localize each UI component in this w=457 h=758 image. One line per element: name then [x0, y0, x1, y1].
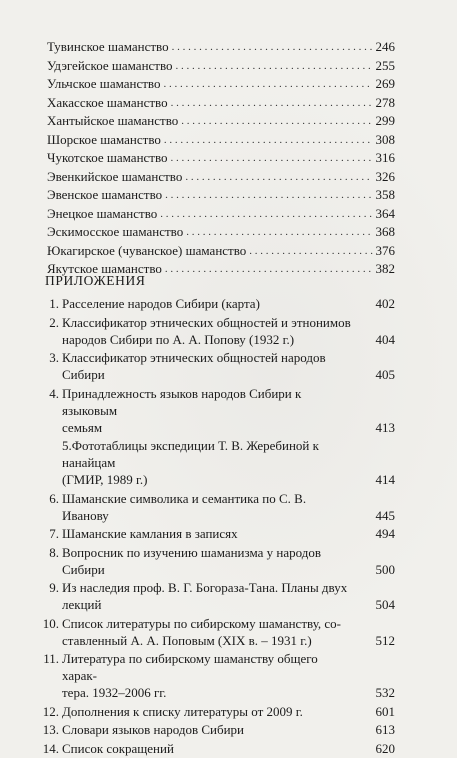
toc-entry: [47, 242, 395, 261]
appendix-item-line: Шаманские символика и семантика по С. В. Иванову: [62, 490, 307, 523]
appendix-item: [28, 615, 395, 649]
appendix-item: [28, 703, 395, 720]
toc-entry-title: Тувинское шаманство: [47, 39, 169, 54]
toc-entry-title: Удэгейское шаманство: [47, 57, 173, 73]
toc-entry-title: Чукотское шаманство: [47, 150, 168, 165]
appendix-item-line: Словари языков народов Сибири: [62, 722, 245, 737]
appendix-item-line: Принадлежность языков народов Сибири к языковым: [62, 385, 302, 418]
toc-entry-title: Эвенкийское шаманство: [47, 168, 183, 184]
toc-entry-page: 278: [375, 94, 395, 110]
toc-entry-page: 269: [375, 76, 395, 91]
appendix-item-number: 14.: [42, 740, 59, 756]
toc-entry-page: 382: [375, 261, 395, 276]
appendix-item-title: [62, 615, 395, 649]
appendix-item-page: 532: [375, 685, 395, 700]
toc-entry: [47, 57, 395, 76]
appendix-item-line: Сибири: [62, 561, 105, 577]
appendix-item-line: тера. 1932–2006 гг.: [62, 685, 167, 700]
toc-entry-title: Якутское шаманство: [47, 261, 162, 276]
appendix-item-title: [62, 437, 395, 488]
appendix-list: [28, 295, 395, 758]
appendix-item-number: 8.: [49, 544, 59, 560]
appendix-item-number: [28, 437, 62, 488]
appendix-item-number: 4.: [49, 385, 59, 401]
toc-entry: [47, 75, 395, 94]
appendix-item-line: Литература по сибирскому шаманству общего харак-: [62, 651, 318, 683]
appendix-item-line: Вопросник по изучению шаманизма у народов: [62, 544, 321, 560]
appendix-item-page: 405: [375, 367, 395, 382]
appendix-item-number: 7.: [49, 526, 59, 541]
appendix-item-page: 404: [375, 331, 395, 347]
appendix-item-number: 13.: [42, 722, 59, 737]
toc-entry: [47, 94, 395, 113]
appendix-item-title: [62, 721, 395, 738]
appendix-item-page: 620: [375, 740, 395, 756]
toc-entry: [47, 205, 395, 224]
appendix-item: [28, 385, 395, 436]
appendix-item-page: 601: [375, 703, 395, 719]
appendix-item: [28, 740, 395, 757]
appendix-item: [28, 721, 395, 738]
appendix-item-title: [62, 703, 395, 720]
dot-leader: [165, 186, 372, 205]
toc-entry: [47, 223, 395, 242]
dot-leader: [160, 205, 372, 224]
dot-leader: [164, 131, 373, 150]
dot-leader: [186, 223, 372, 242]
toc-entry: [47, 149, 395, 168]
appendix-item-line: Шаманские камлания в записях: [62, 526, 238, 541]
appendix-item-number: 10.: [42, 615, 59, 631]
appendix-item: [28, 544, 395, 578]
appendix-item-line: Список сокращений: [62, 740, 174, 756]
appendix-item-title: [62, 314, 395, 348]
toc-entry-title: Хакасское шаманство: [47, 94, 168, 110]
appendix-item-title: [62, 295, 395, 312]
appendix-item-line: Расселение народов Сибири (карта): [62, 296, 260, 311]
appendix-item: [28, 650, 395, 701]
toc-entry-title: Энецкое шаманство: [47, 205, 158, 221]
appendix-item-line: лекций: [62, 597, 102, 612]
appendix-item-title: [62, 650, 395, 701]
appendix-item-page: 512: [375, 632, 395, 648]
toc-entry-page: 246: [375, 39, 395, 54]
appendix-item-line: 5.Фототаблицы экспедиции Т. В. Жеребиной к нанайцам: [62, 438, 319, 470]
dot-leader: [165, 260, 373, 279]
appendix-item-line: Классификатор этнических общностей народов Сибири: [62, 350, 326, 382]
toc-entry-page: 364: [375, 205, 395, 221]
dot-leader: [181, 112, 372, 131]
toc-entry-page: 368: [375, 224, 395, 239]
dot-leader: [171, 94, 373, 113]
toc-entry-page: 308: [375, 131, 395, 147]
toc-entry: [47, 112, 395, 131]
dot-leader: [249, 242, 372, 261]
appendix-item-number: 1.: [49, 296, 59, 311]
appendix-item: [28, 349, 395, 383]
toc-entry: [47, 186, 395, 205]
appendix-item: [28, 525, 395, 542]
toc-entry: [47, 168, 395, 187]
appendix-item-line: (ГМИР, 1989 г.): [62, 472, 148, 487]
appendix-item-line: Дополнения к списку литературы от 2009 г.: [62, 703, 303, 719]
appendix-item-page: 402: [375, 296, 395, 311]
dot-leader: [172, 38, 373, 57]
toc-entry-page: 255: [375, 57, 395, 73]
appendix-item: [28, 295, 395, 312]
toc-entry: [47, 131, 395, 150]
toc-entry-title: Юкагирское (чуванское) шаманство: [47, 242, 247, 258]
toc-entry: [47, 38, 395, 57]
appendix-item-number: 12.: [42, 703, 59, 719]
appendix-item-page: 504: [375, 597, 395, 612]
appendix-item-line: Из наследия проф. В. Г. Богораза-Тана. Планы двух: [62, 580, 348, 595]
table-of-contents: [47, 38, 395, 279]
toc-entry-title: Эвенское шаманство: [47, 187, 163, 202]
appendix-item-page: 413: [375, 419, 395, 435]
toc-entry-title: Хантыйское шаманство: [47, 113, 179, 128]
toc-entry-page: 358: [375, 187, 395, 202]
dot-leader: [176, 57, 373, 76]
appendix-item-page: 445: [375, 507, 395, 523]
dot-leader: [171, 149, 373, 168]
dot-leader: [163, 75, 372, 94]
appendix-item-number: 11.: [43, 651, 59, 666]
appendix-item-title: [62, 544, 395, 578]
appendix-item-title: [62, 740, 395, 757]
appendix-item-page: 500: [375, 561, 395, 577]
toc-entry-title: Ульчское шаманство: [47, 76, 161, 91]
appendix-item-title: [62, 349, 395, 383]
appendix-item-title: [62, 385, 395, 436]
toc-entry-title: Эскимосское шаманство: [47, 224, 184, 239]
appendix-item: [28, 490, 395, 524]
appendix-item-page: 414: [375, 472, 395, 487]
toc-entry-page: 376: [375, 242, 395, 258]
appendix-item-number: 9.: [49, 580, 59, 595]
toc-entry-page: 299: [375, 113, 395, 128]
appendix-item: [28, 437, 395, 488]
appendix-item-line: народов Сибири по А. А. Попову (1932 г.): [62, 331, 295, 347]
toc-entry-page: 326: [375, 168, 395, 184]
appendix-item: [28, 314, 395, 348]
dot-leader: [185, 168, 372, 187]
appendix-item-page: 613: [375, 722, 395, 737]
appendix-item-number: 6.: [49, 490, 59, 506]
appendix-item-line: ставленный А. А. Поповым (XIX в. – 1931 г.): [62, 632, 312, 648]
appendix-item-title: [62, 490, 395, 524]
appendix-item-number: 3.: [49, 350, 59, 365]
appendix-item: [28, 579, 395, 613]
appendix-heading: ПРИЛОЖЕНИЯ: [45, 273, 146, 288]
appendix-item-line: семьям: [62, 419, 103, 435]
appendix-item-title: [62, 579, 395, 613]
appendix-item-line: Классификатор этнических общностей и этнонимов: [62, 314, 351, 330]
toc-entry-title: Шорское шаманство: [47, 131, 161, 147]
appendix-item-title: [62, 525, 395, 542]
appendix-item-number: 2.: [49, 314, 59, 330]
appendix-item-page: 494: [375, 526, 395, 541]
appendix-item-line: Список литературы по сибирскому шаманству, со-: [62, 615, 341, 631]
toc-entry-page: 316: [375, 150, 395, 165]
